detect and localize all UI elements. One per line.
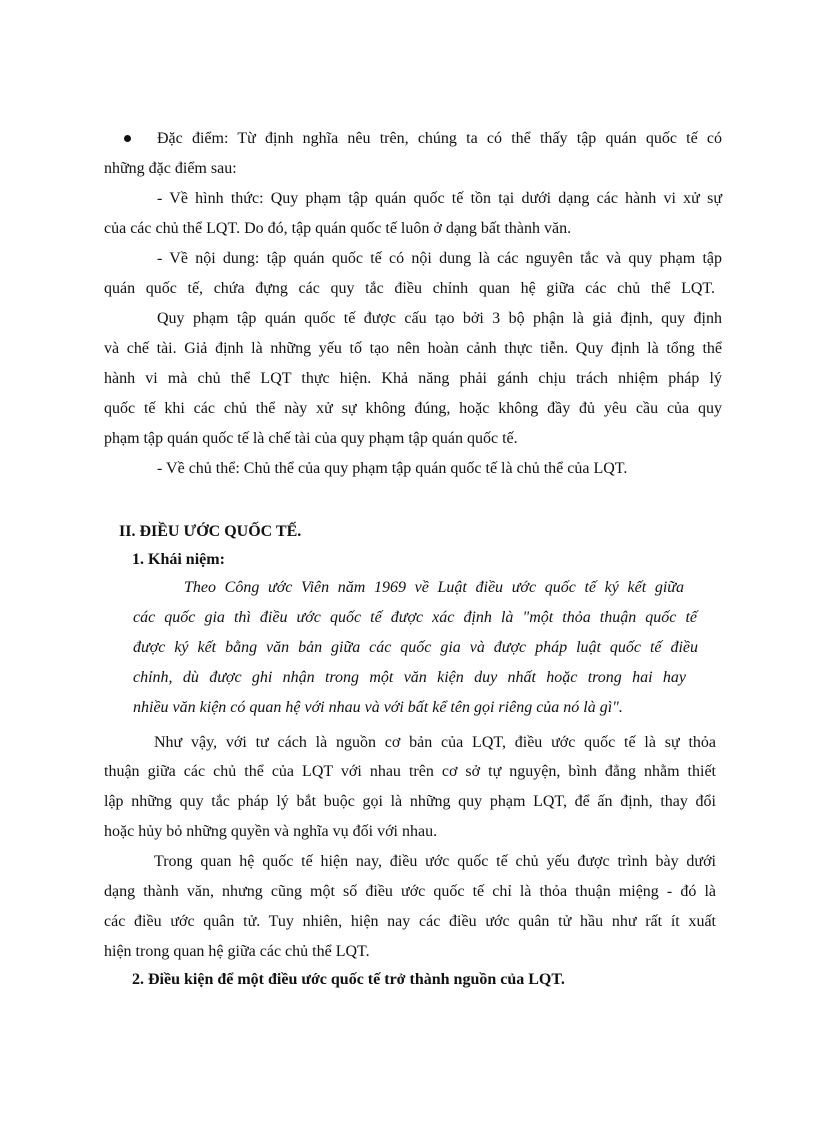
bullet-icon bbox=[124, 135, 131, 142]
paragraph-line: - Về hình thức: Quy phạm tập quán quốc tế tồn tại dưới dạng các hành vi xử sự bbox=[157, 190, 722, 207]
paragraph-line: quán quốc tế, chứa đựng các quy tắc điều chỉnh quan hệ giữa các chủ thể LQT. bbox=[104, 280, 715, 297]
paragraph-line: lập những quy tắc pháp lý bắt buộc gọi là những quy phạm LQT, để ấn định, thay đổi bbox=[104, 793, 716, 810]
paragraph-line: Quy phạm tập quán quốc tế được cấu tạo bởi 3 bộ phận là giả định, quy định bbox=[157, 310, 722, 327]
paragraph-line: - Về chủ thể: Chủ thể của quy phạm tập quán quốc tế là chủ thể của LQT. bbox=[157, 460, 628, 477]
paragraph-line: của các chủ thể LQT. Do đó, tập quán quốc tế luôn ở dạng bất thành văn. bbox=[104, 220, 572, 237]
paragraph-line: phạm tập quán quốc tế là chế tài của quy phạm tập quán quốc tế. bbox=[104, 430, 518, 447]
paragraph-line: hoặc hủy bỏ những quyền và nghĩa vụ đối với nhau. bbox=[104, 823, 438, 840]
paragraph-line: hiện trong quan hệ giữa các chủ thể LQT. bbox=[104, 943, 370, 960]
paragraph-line: Như vậy, với tư cách là nguồn cơ bản của LQT, điều ước quốc tế là sự thỏa bbox=[154, 734, 716, 751]
paragraph-line: những đặc điểm sau: bbox=[104, 160, 237, 177]
quote-line: các quốc gia thì điều ước quốc tế được xác định là "một thỏa thuận quốc tế bbox=[133, 609, 697, 626]
paragraph-line: hành vi mà chủ thể LQT thực hiện. Khả năng phải gánh chịu trách nhiệm pháp lý bbox=[104, 370, 722, 387]
paragraph-line: quốc tế khi các chủ thể này xử sự không đúng, hoặc không đầy đủ yêu cầu của quy bbox=[104, 400, 722, 417]
paragraph-line: và chế tài. Giả định là những yếu tố tạo nên hoàn cảnh thực tiễn. Quy định là tổng thể bbox=[104, 340, 722, 357]
paragraph-line: các điều ước quân tử. Tuy nhiên, hiện nay các điều ước quân tử hầu như rất ít xuất bbox=[104, 913, 716, 930]
section-heading: II. ĐIỀU ƯỚC QUỐC TẾ. bbox=[119, 523, 302, 540]
quote-line: Theo Công ước Viên năm 1969 về Luật điều ước quốc tế ký kết giữa bbox=[184, 579, 684, 596]
paragraph-line: Trong quan hệ quốc tế hiện nay, điều ước quốc tế chủ yếu được trình bày dưới bbox=[154, 853, 716, 870]
quote-line: được ký kết bằng văn bản giữa các quốc gia và được pháp luật quốc tế điều bbox=[133, 639, 698, 656]
paragraph-line: dạng thành văn, nhưng cũng một số điều ước quốc tế chỉ là thỏa thuận miệng - đó là bbox=[104, 883, 716, 900]
paragraph-line: Đặc điểm: Từ định nghĩa nêu trên, chúng ta có thể thấy tập quán quốc tế có bbox=[157, 130, 722, 147]
subsection-heading: 2. Điều kiện để một điều ước quốc tế trở thành nguồn của LQT. bbox=[132, 971, 565, 988]
quote-line: nhiều văn kiện có quan hệ với nhau và với bất kể tên gọi riêng của nó là gì". bbox=[133, 699, 623, 716]
paragraph-line: - Về nội dung: tập quán quốc tế có nội dung là các nguyên tắc và quy phạm tập bbox=[157, 250, 722, 267]
quote-line: chỉnh, dù được ghi nhận trong một văn kiện duy nhất hoặc trong hai hay bbox=[133, 669, 686, 686]
paragraph-line: thuận giữa các chủ thể của LQT với nhau trên cơ sở tự nguyện, bình đẳng nhằm thiết bbox=[104, 763, 716, 780]
subsection-heading: 1. Khái niệm: bbox=[132, 551, 225, 568]
